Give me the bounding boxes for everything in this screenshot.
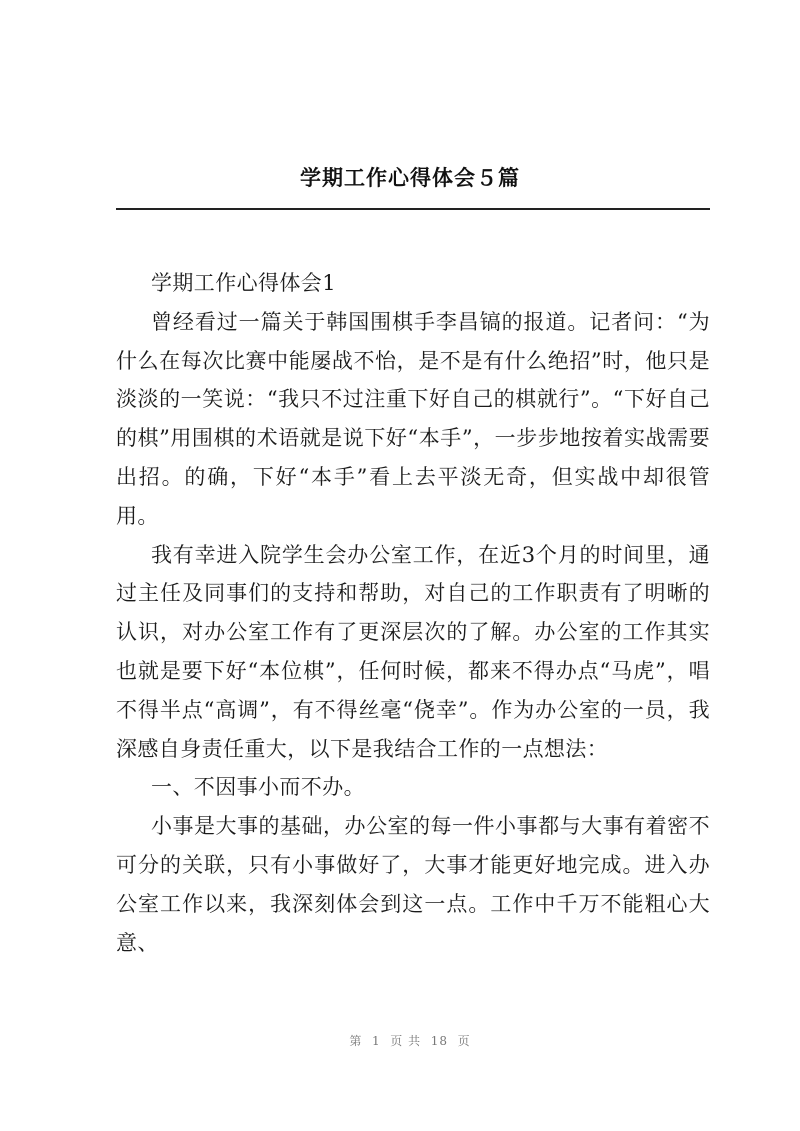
section-heading: 学期工作心得体会1 — [151, 271, 336, 295]
sub-heading: 一、不因事小而不办。 — [151, 775, 365, 800]
document-body — [116, 264, 710, 962]
body-paragraph: 曾经看过一篇关于韩国围棋手李昌镐的报道。记者问：“为什么在每次比赛中能屡战不怡，是不是有什么绝招”时，他只是淡淡的一笑说：“我只不过注重下好自己的棋就行”。“下好自己的棋”用围棋的术语就是说下好“本手”，一步步地按着实战需要出招。的确，下好“本手”看上去平淡无奇，但实战中却很管用。 — [116, 309, 710, 528]
page-number-footer: 第 1 页 共 18 页 — [349, 1034, 471, 1048]
document-title: 学期工作心得体会５篇 — [300, 166, 520, 190]
body-paragraph: 小事是大事的基础，办公室的每一件小事都与大事有着密不可分的关联，只有小事做好了，大事才能更好地完成。进入办公室工作以来，我深刻体会到这一点。工作中千万不能粗心大意、 — [116, 814, 710, 955]
body-paragraph: 我有幸进入院学生会办公室工作，在近3个月的时间里，通过主任及同事们的支持和帮助，对自己的工作职责有了明晰的认识，对办公室工作有了更深层次的了解。办公室的工作其实也就是要下好“本位棋”，任何时候，都来不得办点“马虎”，唱不得半点“高调”，有不得丝毫“侥幸”。作为办公室的一员，我深感自身责任重大，以下是我结合工作的一点想法： — [116, 542, 710, 761]
title-divider — [116, 208, 710, 210]
